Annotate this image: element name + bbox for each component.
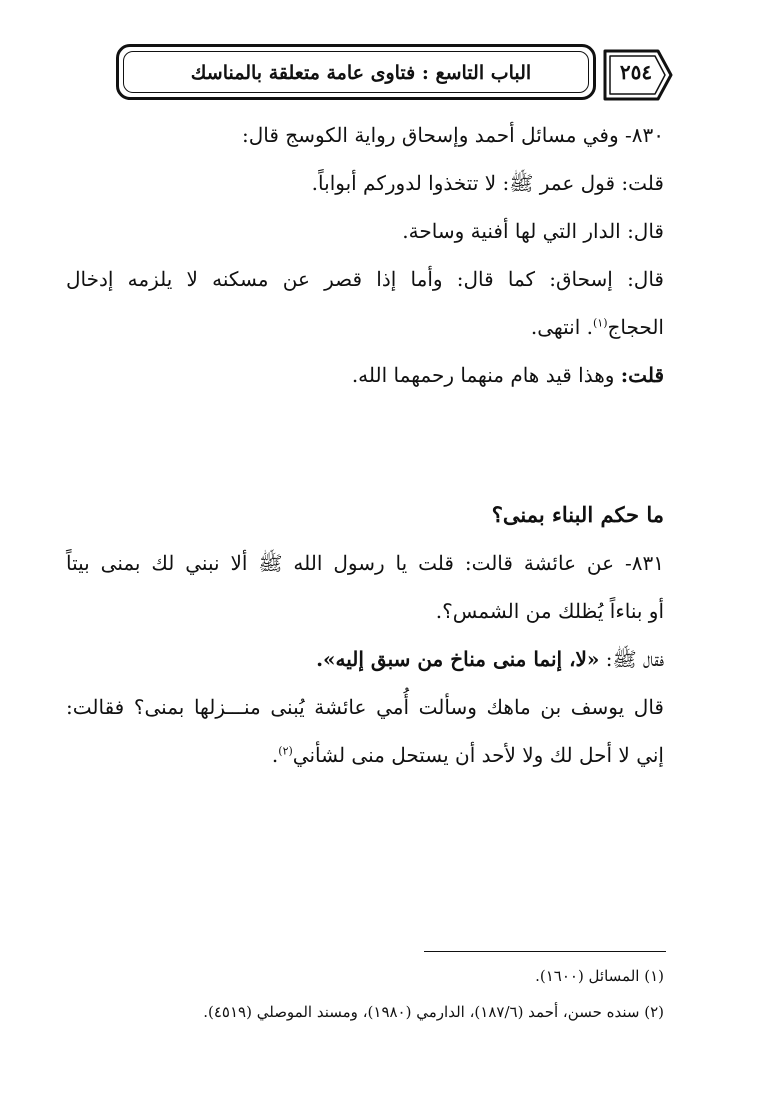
page-number: ٢٥٤ (619, 60, 653, 84)
paragraph-830-quote: قلت: قول عمر ﷺ: لا تتخذوا لدوركم أبواباً. (311, 171, 664, 195)
paragraph-text-end: . (271, 743, 279, 767)
page-header (116, 44, 674, 104)
footnote-ref-2: (٢) (278, 744, 293, 758)
footnote-2: (٢) سنده حسن، أحمد (١٨٧/٦)، الدارمي (١٩٨٠)، ومسند الموصلي (٤٥١٩). (203, 1003, 664, 1021)
paragraph-831-question: أو بناءاً يُظلك من الشمس؟. (435, 599, 664, 623)
header-frame (116, 44, 596, 100)
paragraph-830-answer: قال: الدار التي لها أفنية وساحة. (402, 219, 664, 243)
answer-prefix: فقال ﷺ: (599, 647, 664, 671)
paragraph-text: الحجاج (607, 315, 664, 339)
paragraph-830-ishaq: قال: إسحاق: كما قال: وأما إذا قصر عن مسكنه لا يلزمه إدخال (66, 267, 664, 291)
chapter-title: الباب التاسع : فتاوى عامة متعلقة بالمناسك (190, 62, 532, 84)
paragraph-830-end (531, 312, 664, 342)
paragraph-831-answer (316, 644, 664, 674)
hadith-quote: «لا، إنما منى مناخ من سبق إليه». (316, 647, 600, 671)
author-comment (352, 360, 664, 390)
paragraph-text-end: . انتهى. (530, 315, 593, 339)
paragraph-text: إني لا أحل لك ولا لأحد أن يستحل منى لشأني (292, 743, 664, 767)
footnote-1: (١) المسائل (١٦٠٠). (535, 967, 664, 985)
section-heading: ما حكم البناء بمنى؟ (491, 502, 664, 527)
footnote-ref-1: (١) (593, 316, 608, 330)
page-number-frame (602, 48, 674, 102)
paragraph-831-yusuf: قال يوسف بن ماهك وسألت أُمي عائشة يُبنى منـــزلها بمنى؟ فقالت: (66, 695, 664, 719)
paragraph-830-intro: ٨٣٠- وفي مسائل أحمد وإسحاق رواية الكوسج قال: (242, 123, 664, 147)
comment-label: قلت: (620, 363, 664, 387)
comment-text: وهذا قيد هام منهما رحمهما الله. (351, 363, 621, 387)
footnote-separator (424, 951, 666, 952)
paragraph-831-end (272, 740, 664, 770)
paragraph-831-intro: ٨٣١- عن عائشة قالت: قلت يا رسول الله ﷺ ألا نبني لك بمنى بيتاً (66, 551, 664, 575)
